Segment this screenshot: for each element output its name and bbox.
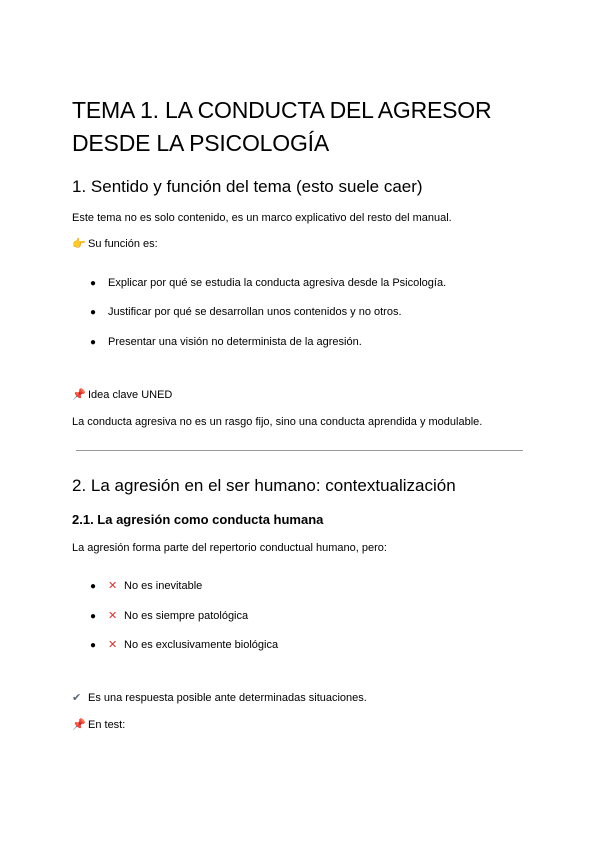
key-idea-label: Idea clave UNED [88,389,173,401]
check-mark-icon: ✔ [72,692,82,704]
list-item: ● Presentar una visión no determinista de la agresión. [90,336,362,348]
list-item: ● ✕ No es inevitable [90,580,203,592]
section-2-heading: 2. La agresión en el ser humano: contextualización [72,476,456,495]
conclusion-line [72,691,367,705]
test-label: En test: [88,719,126,731]
pointing-hand-icon: 👉 [72,238,86,250]
list-item: ● Explicar por qué se estudia la conducta agresiva desde la Psicología. [90,277,447,289]
section-1-intro: Este tema no es solo contenido, es un marco explicativo del resto del manual. [72,212,452,224]
function-label: Su función es: [88,238,158,250]
test-label-line [72,718,125,732]
key-idea-label-line [72,388,172,402]
cross-mark-icon: ✕ [108,580,118,592]
bullet-icon: ● [90,307,97,318]
section-2-1-heading: 2.1. La agresión como conducta humana [72,512,324,527]
pushpin-icon: 📌 [72,719,86,731]
bullet-icon: ● [90,581,97,592]
list-item: ● Justificar por qué se desarrollan unos contenidos y no otros. [90,306,402,318]
bullet-icon: ● [90,640,97,651]
page-title: TEMA 1. LA CONDUCTA DEL AGRESOR DESDE LA PSICOLOGÍA [72,97,492,156]
key-idea-text: La conducta agresiva no es un rasgo fijo, sino una conducta aprendida y modulable. [72,416,483,428]
conclusion-text: Es una respuesta posible ante determinadas situaciones. [88,692,367,704]
cross-mark-icon: ✕ [108,610,118,622]
list-item: ● ✕ No es exclusivamente biológica [90,639,279,651]
section-divider [76,450,523,451]
function-label-line [72,237,158,251]
list-item: ● ✕ No es siempre patológica [90,610,249,622]
section-1-heading: 1. Sentido y función del tema (esto suele caer) [72,177,423,196]
pushpin-icon: 📌 [72,389,86,401]
section-2-intro: La agresión forma parte del repertorio conductual humano, pero: [72,542,387,554]
bullet-icon: ● [90,611,97,622]
bullet-icon: ● [90,337,97,348]
cross-mark-icon: ✕ [108,639,118,651]
bullet-icon: ● [90,278,97,289]
